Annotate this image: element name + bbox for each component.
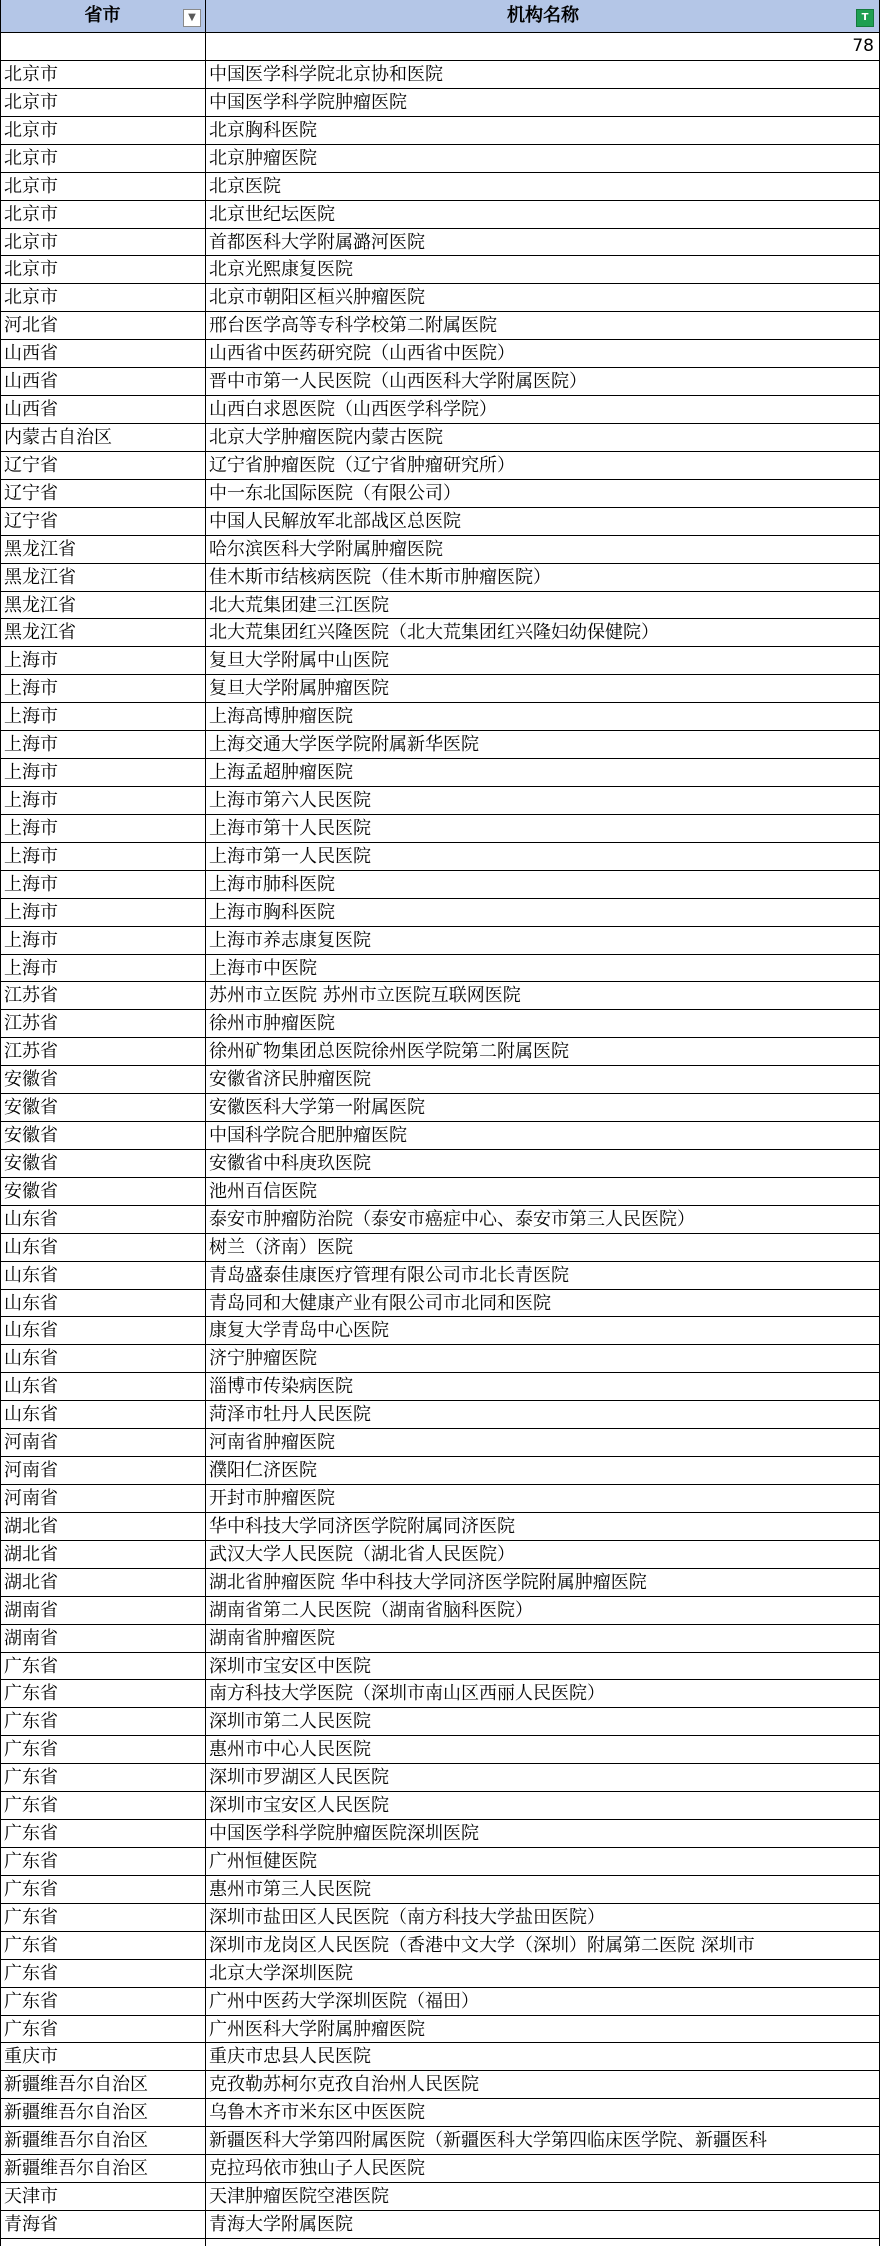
institution-cell[interactable]: 晋中市第一人民医院（山西医科大学附属医院） [209, 371, 587, 393]
institution-cell[interactable]: 上海高博肿瘤医院 [209, 706, 353, 728]
institution-cell[interactable]: 苏州市立医院 苏州市立医院互联网医院 [209, 985, 521, 1007]
province-cell[interactable]: 广东省 [4, 1878, 58, 1900]
province-cell[interactable]: 山东省 [4, 1236, 58, 1258]
province-cell[interactable]: 河北省 [4, 315, 58, 337]
province-cell[interactable]: 广东省 [4, 1655, 58, 1677]
table-row[interactable] [0, 1848, 880, 1876]
province-cell[interactable]: 辽宁省 [4, 454, 58, 476]
institution-cell[interactable]: 广州中医药大学深圳医院（福田） [209, 1990, 479, 2012]
institution-cell[interactable]: 上海市胸科医院 [209, 901, 335, 923]
institution-cell[interactable]: 中国医学科学院肿瘤医院 [209, 91, 407, 113]
table-row[interactable] [0, 2016, 880, 2044]
table-row[interactable] [0, 1736, 880, 1764]
province-cell[interactable]: 江苏省 [4, 1013, 58, 1035]
table-row[interactable] [0, 592, 880, 620]
province-cell[interactable]: 上海市 [4, 762, 58, 784]
institution-cell[interactable]: 上海市中医院 [209, 957, 317, 979]
table-row[interactable] [0, 1290, 880, 1318]
institution-cell[interactable]: 中国医学科学院肿瘤医院深圳医院 [209, 1823, 479, 1845]
table-row[interactable] [0, 1038, 880, 1066]
province-cell[interactable]: 安徽省 [4, 1180, 58, 1202]
institution-cell[interactable]: 北京大学肿瘤医院内蒙古医院 [209, 426, 443, 448]
province-cell[interactable]: 辽宁省 [4, 510, 58, 532]
province-cell[interactable]: 河南省 [4, 1460, 58, 1482]
province-cell[interactable]: 上海市 [4, 901, 58, 923]
table-row[interactable] [0, 1234, 880, 1262]
institution-cell[interactable]: 北京光熙康复医院 [209, 259, 353, 281]
institution-cell[interactable]: 山西省中医药研究院（山西省中医院） [209, 343, 515, 365]
table-row[interactable] [0, 1485, 880, 1513]
table-row[interactable] [0, 145, 880, 173]
province-cell[interactable]: 天津市 [4, 2186, 58, 2208]
table-row[interactable] [0, 1345, 880, 1373]
count-value[interactable]: 78 [852, 36, 874, 56]
institution-cell[interactable]: 中国科学院合肥肿瘤医院 [209, 1125, 407, 1147]
institution-cell[interactable]: 上海孟超肿瘤医院 [209, 762, 353, 784]
institution-cell[interactable]: 深圳市第二人民医院 [209, 1711, 371, 1733]
institution-cell[interactable]: 池州百信医院 [209, 1180, 317, 1202]
institution-cell[interactable]: 广州恒健医院 [209, 1851, 317, 1872]
institution-cell[interactable]: 菏泽市牡丹人民医院 [209, 1404, 371, 1426]
institution-cell[interactable]: 深圳市龙岗区人民医院（香港中文大学（深圳）附属第二医院 深圳市 [209, 1934, 755, 1956]
institution-cell[interactable]: 克拉玛依市独山子人民医院 [209, 2158, 425, 2180]
institution-cell[interactable]: 北京肿瘤医院 [209, 147, 317, 169]
institution-cell[interactable]: 北京市朝阳区桓兴肿瘤医院 [209, 287, 425, 309]
institution-cell[interactable]: 首都医科大学附属潞河医院 [209, 231, 425, 253]
institution-cell[interactable]: 华中科技大学同济医学院附属同济医院 [209, 1515, 515, 1537]
province-cell[interactable]: 新疆维吾尔自治区 [4, 2130, 148, 2152]
institution-cell[interactable]: 康复大学青岛中心医院 [209, 1320, 389, 1342]
table-row[interactable] [0, 955, 880, 983]
institution-cell[interactable]: 徐州市肿瘤医院 [209, 1013, 335, 1035]
table-row[interactable] [0, 1094, 880, 1122]
institution-cell[interactable]: 惠州市第三人民医院 [209, 1878, 371, 1900]
province-cell[interactable]: 黑龙江省 [4, 622, 76, 644]
institution-cell[interactable]: 中一东北国际医院（有限公司） [209, 482, 461, 504]
province-cell[interactable]: 新疆维吾尔自治区 [4, 2158, 148, 2180]
table-row[interactable] [0, 2211, 880, 2239]
institution-cell[interactable]: 辽宁省肿瘤医院（辽宁省肿瘤研究所） [209, 454, 515, 476]
province-cell[interactable]: 山东省 [4, 1208, 58, 1230]
province-cell[interactable]: 湖北省 [4, 1571, 58, 1593]
institution-cell[interactable]: 北京医院 [209, 175, 281, 197]
institution-cell[interactable]: 上海市第十人民医院 [209, 817, 371, 839]
table-row[interactable] [0, 1206, 880, 1234]
province-cell[interactable]: 安徽省 [4, 1152, 58, 1174]
table-row[interactable] [0, 871, 880, 899]
institution-cell[interactable]: 深圳市宝安区中医院 [209, 1655, 371, 1677]
table-row[interactable] [0, 1876, 880, 1904]
province-cell[interactable]: 山东省 [4, 1376, 58, 1398]
province-cell[interactable]: 内蒙古自治区 [4, 426, 112, 448]
province-cell[interactable]: 广东省 [4, 1795, 58, 1817]
institution-cell[interactable]: 山西白求恩医院（山西医学科学院） [209, 399, 497, 421]
province-cell[interactable]: 山西省 [4, 399, 58, 421]
province-cell[interactable]: 新疆维吾尔自治区 [4, 2074, 148, 2096]
province-cell[interactable]: 上海市 [4, 734, 58, 756]
institution-cell[interactable]: 北京大学深圳医院 [209, 1962, 353, 1984]
table-row[interactable] [0, 647, 880, 675]
province-cell[interactable]: 广东省 [4, 1962, 58, 1984]
table-row[interactable] [0, 1317, 880, 1345]
province-cell[interactable]: 湖北省 [4, 1543, 58, 1565]
table-row[interactable] [0, 424, 880, 452]
province-cell[interactable]: 安徽省 [4, 1125, 58, 1147]
table-row[interactable] [0, 536, 880, 564]
province-cell[interactable]: 广东省 [4, 1934, 58, 1956]
province-cell[interactable]: 江苏省 [4, 985, 58, 1007]
column-header-institution[interactable]: 机构名称 [507, 5, 579, 26]
institution-cell[interactable]: 北大荒集团建三江医院 [209, 594, 389, 616]
table-row[interactable] [0, 201, 880, 229]
table-row[interactable] [0, 256, 880, 284]
table-row[interactable] [0, 2099, 880, 2127]
table-row[interactable] [0, 340, 880, 368]
institution-cell[interactable]: 树兰（济南）医院 [209, 1236, 353, 1258]
province-cell[interactable]: 北京市 [4, 231, 58, 253]
table-row[interactable] [0, 1513, 880, 1541]
province-cell[interactable]: 北京市 [4, 175, 58, 197]
province-cell[interactable]: 广东省 [4, 1683, 58, 1705]
institution-cell[interactable]: 青岛盛泰佳康医疗管理有限公司市北长青医院 [209, 1264, 569, 1286]
table-row[interactable] [0, 2071, 880, 2099]
province-cell[interactable]: 安徽省 [4, 1069, 58, 1091]
province-cell[interactable]: 黑龙江省 [4, 566, 76, 588]
institution-cell[interactable]: 克孜勒苏柯尔克孜自治州人民医院 [209, 2074, 479, 2096]
province-cell[interactable]: 北京市 [4, 259, 58, 281]
institution-cell[interactable]: 上海市第六人民医院 [209, 789, 371, 811]
province-cell[interactable]: 山东省 [4, 1292, 58, 1314]
table-row[interactable] [0, 1429, 880, 1457]
table-row[interactable] [0, 284, 880, 312]
province-cell[interactable]: 上海市 [4, 789, 58, 811]
table-row[interactable] [0, 619, 880, 647]
table-row[interactable] [0, 1178, 880, 1206]
count-row [0, 33, 880, 61]
table-row[interactable] [0, 312, 880, 340]
institution-cell[interactable]: 深圳市宝安区人民医院 [209, 1795, 389, 1817]
table-row[interactable] [0, 1625, 880, 1653]
province-cell[interactable]: 河南省 [4, 1488, 58, 1510]
table-row[interactable] [0, 1680, 880, 1708]
province-cell[interactable]: 辽宁省 [4, 482, 58, 504]
province-cell[interactable]: 黑龙江省 [4, 538, 76, 560]
institution-cell[interactable]: 哈尔滨医科大学附属肿瘤医院 [209, 538, 443, 560]
institution-cell[interactable]: 湖南省肿瘤医院 [209, 1627, 335, 1649]
table-row[interactable] [0, 1262, 880, 1290]
data-rows [0, 61, 880, 2239]
table-row[interactable] [0, 1960, 880, 1988]
institution-cell[interactable]: 开封市肿瘤医院 [209, 1488, 335, 1510]
table-row[interactable] [0, 843, 880, 871]
table-row[interactable] [0, 117, 880, 145]
table-row[interactable] [0, 1988, 880, 2016]
institution-cell[interactable]: 乌鲁木齐市米东区中医医院 [209, 2102, 425, 2124]
table-row[interactable] [0, 229, 880, 257]
table-row[interactable] [0, 89, 880, 117]
institution-cell[interactable]: 复旦大学附属肿瘤医院 [209, 678, 389, 700]
province-cell[interactable]: 黑龙江省 [4, 594, 76, 616]
institution-cell[interactable]: 濮阳仁济医院 [209, 1460, 317, 1482]
institution-cell[interactable]: 湖南省第二人民医院（湖南省脑科医院） [209, 1599, 533, 1621]
table-row[interactable] [0, 2043, 880, 2071]
table-row[interactable] [0, 731, 880, 759]
province-cell[interactable]: 广东省 [4, 1767, 58, 1789]
table-row[interactable] [0, 2127, 880, 2155]
table-row[interactable] [0, 1066, 880, 1094]
province-cell[interactable]: 上海市 [4, 678, 58, 700]
table-row[interactable] [0, 1904, 880, 1932]
province-cell[interactable]: 青海省 [4, 2213, 58, 2235]
province-cell[interactable]: 上海市 [4, 706, 58, 728]
institution-cell[interactable]: 深圳市盐田区人民医院（南方科技大学盐田医院） [209, 1906, 605, 1928]
table-row[interactable] [0, 1653, 880, 1681]
institution-cell[interactable]: 惠州市中心人民医院 [209, 1739, 371, 1761]
institution-cell[interactable]: 淄博市传染病医院 [209, 1376, 353, 1398]
table-row[interactable] [0, 1373, 880, 1401]
table-row[interactable] [0, 61, 880, 89]
institution-cell[interactable]: 泰安市肿瘤防治院（泰安市癌症中心、泰安市第三人民医院） [209, 1208, 695, 1230]
institution-cell[interactable]: 安徽省中科庚玖医院 [209, 1152, 371, 1174]
province-cell[interactable]: 河南省 [4, 1432, 58, 1454]
table-row[interactable] [0, 1541, 880, 1569]
grid-line [205, 0, 206, 2246]
province-cell[interactable]: 北京市 [4, 203, 58, 225]
institution-cell[interactable]: 河南省肿瘤医院 [209, 1432, 335, 1454]
table-row[interactable] [0, 1792, 880, 1820]
province-cell[interactable]: 上海市 [4, 817, 58, 839]
table-row[interactable] [0, 675, 880, 703]
institution-cell[interactable]: 武汉大学人民医院（湖北省人民医院） [209, 1543, 515, 1565]
table-row[interactable] [0, 1401, 880, 1429]
column-header-province[interactable]: 省市 [84, 5, 121, 26]
institution-cell[interactable]: 安徽省济民肿瘤医院 [209, 1069, 371, 1091]
province-cell[interactable]: 北京市 [4, 147, 58, 169]
table-row[interactable] [0, 815, 880, 843]
province-cell[interactable]: 广东省 [4, 1990, 58, 2012]
institution-cell[interactable]: 济宁肿瘤医院 [209, 1348, 317, 1370]
province-cell[interactable]: 湖北省 [4, 1515, 58, 1537]
table-row[interactable] [0, 1150, 880, 1178]
table-row[interactable] [0, 703, 880, 731]
table-row[interactable] [0, 396, 880, 424]
header-row [0, 0, 880, 33]
province-cell[interactable]: 广东省 [4, 1851, 58, 1872]
institution-cell[interactable]: 上海市养志康复医院 [209, 929, 371, 951]
province-cell[interactable]: 山东省 [4, 1264, 58, 1286]
province-cell[interactable]: 广东省 [4, 1906, 58, 1928]
institution-cell[interactable]: 安徽医科大学第一附属医院 [209, 1097, 425, 1119]
province-cell[interactable]: 北京市 [4, 119, 58, 141]
table-row[interactable] [0, 2183, 880, 2211]
province-cell[interactable]: 江苏省 [4, 1041, 58, 1063]
province-cell[interactable]: 山西省 [4, 343, 58, 365]
province-cell[interactable]: 上海市 [4, 845, 58, 867]
institution-cell[interactable]: 北大荒集团红兴隆医院（北大荒集团红兴隆妇幼保健院） [209, 622, 659, 644]
table-row[interactable] [0, 1708, 880, 1736]
province-cell[interactable]: 山东省 [4, 1348, 58, 1370]
institution-cell[interactable]: 深圳市罗湖区人民医院 [209, 1767, 389, 1789]
institution-cell[interactable]: 上海交通大学医学院附属新华医院 [209, 734, 479, 756]
province-cell[interactable]: 北京市 [4, 91, 58, 113]
table-row[interactable] [0, 927, 880, 955]
institution-cell[interactable]: 湖北省肿瘤医院 华中科技大学同济医学院附属肿瘤医院 [209, 1571, 647, 1593]
table-row[interactable] [0, 1457, 880, 1485]
table-row[interactable] [0, 368, 880, 396]
province-cell[interactable]: 广东省 [4, 1711, 58, 1733]
province-cell[interactable]: 湖南省 [4, 1627, 58, 1649]
province-cell[interactable]: 广东省 [4, 1823, 58, 1845]
table-row[interactable] [0, 452, 880, 480]
table-row[interactable] [0, 759, 880, 787]
table-row[interactable] [0, 1764, 880, 1792]
province-cell[interactable]: 上海市 [4, 873, 58, 895]
table-row[interactable] [0, 508, 880, 536]
province-cell[interactable]: 山西省 [4, 371, 58, 393]
institution-cell[interactable]: 重庆市忠县人民医院 [209, 2046, 371, 2068]
table-row[interactable] [0, 899, 880, 927]
province-cell[interactable]: 广东省 [4, 1739, 58, 1761]
institution-cell[interactable]: 新疆医科大学第四附属医院（新疆医科大学第四临床医学院、新疆医科 [209, 2130, 767, 2152]
table-row[interactable] [0, 787, 880, 815]
institution-cell[interactable]: 徐州矿物集团总医院徐州医学院第二附属医院 [209, 1041, 569, 1063]
province-cell[interactable]: 北京市 [4, 287, 58, 309]
province-cell[interactable]: 北京市 [4, 64, 58, 85]
table-row[interactable] [0, 173, 880, 201]
institution-cell[interactable]: 中国医学科学院北京协和医院 [209, 64, 443, 85]
table-row[interactable] [0, 1597, 880, 1625]
table-row[interactable] [0, 1569, 880, 1597]
table-row[interactable] [0, 1010, 880, 1038]
table-row[interactable] [0, 564, 880, 592]
institution-cell[interactable]: 上海市肺科医院 [209, 873, 335, 895]
dropdown-filter-icon[interactable]: ▼ [183, 9, 201, 27]
institution-cell[interactable]: 青海大学附属医院 [209, 2213, 353, 2235]
institution-cell[interactable]: 广州医科大学附属肿瘤医院 [209, 2018, 425, 2040]
table-row[interactable] [0, 1932, 880, 1960]
institution-cell[interactable]: 中国人民解放军北部战区总医院 [209, 510, 461, 532]
grid-line [0, 0, 1, 2246]
province-cell[interactable]: 山东省 [4, 1404, 58, 1426]
active-filter-icon[interactable]: T [856, 9, 874, 27]
institution-cell[interactable]: 北京胸科医院 [209, 119, 317, 141]
province-cell[interactable]: 山东省 [4, 1320, 58, 1342]
province-cell[interactable]: 湖南省 [4, 1599, 58, 1621]
province-cell[interactable]: 安徽省 [4, 1097, 58, 1119]
institution-cell[interactable]: 邢台医学高等专科学校第二附属医院 [209, 315, 497, 337]
table-row[interactable] [0, 480, 880, 508]
table-row[interactable] [0, 2155, 880, 2183]
table-row[interactable] [0, 1820, 880, 1848]
institution-cell[interactable]: 北京世纪坛医院 [209, 203, 335, 225]
table-row[interactable] [0, 1122, 880, 1150]
province-cell[interactable]: 上海市 [4, 650, 58, 672]
institution-cell[interactable]: 上海市第一人民医院 [209, 845, 371, 867]
province-cell[interactable]: 上海市 [4, 929, 58, 951]
institution-cell[interactable]: 复旦大学附属中山医院 [209, 650, 389, 672]
table-row[interactable] [0, 982, 880, 1010]
institution-cell[interactable]: 南方科技大学医院（深圳市南山区西丽人民医院） [209, 1683, 605, 1705]
institution-cell[interactable]: 天津肿瘤医院空港医院 [209, 2186, 389, 2208]
province-cell[interactable]: 重庆市 [4, 2046, 58, 2068]
province-cell[interactable]: 上海市 [4, 957, 58, 979]
institution-cell[interactable]: 青岛同和大健康产业有限公司市北同和医院 [209, 1292, 551, 1314]
institution-cell[interactable]: 佳木斯市结核病医院（佳木斯市肿瘤医院） [209, 566, 551, 588]
province-cell[interactable]: 新疆维吾尔自治区 [4, 2102, 148, 2124]
province-cell[interactable]: 广东省 [4, 2018, 58, 2040]
